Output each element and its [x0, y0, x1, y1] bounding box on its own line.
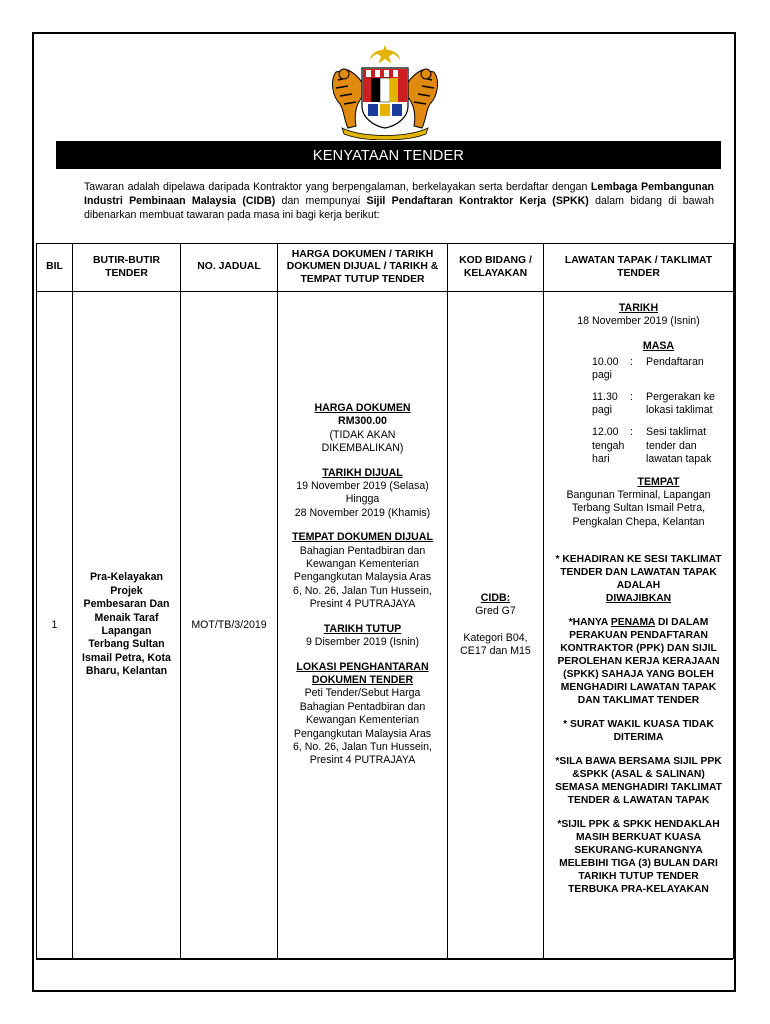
coat-of-arms-emblem — [326, 44, 444, 140]
tutup-date: 9 Disember 2019 (Isnin) — [305, 636, 420, 649]
header-harga: HARGA DOKUMEN / TARIKH DOKUMEN DIJUAL / TARIKH & TEMPAT TUTUP TENDER — [278, 244, 448, 292]
note-kehadiran — [552, 553, 725, 605]
dijual-to: 28 November 2019 (Khamis) — [294, 506, 431, 519]
table-bottom-rule — [36, 959, 733, 960]
butir-text: Pra-Kelayakan Projek Pembesaran Dan Menaik Taraf Lapangan Terbang Sultan Ismail Petra, Kota Bharu, Kelantan — [82, 571, 171, 678]
masa-desc: Sesi taklimat tender dan lawatan tapak — [646, 426, 712, 465]
note-penama-bold: PENAMA — [610, 616, 656, 628]
header-lawatan: LAWATAN TAPAK / TAKLIMAT TENDER — [544, 244, 734, 292]
note-kehadiran-wajib: DIWAJIBKAN — [605, 592, 672, 604]
dijual-from: 19 November 2019 (Selasa) — [296, 480, 429, 493]
lawatan-tempat-text: Bangunan Terminal, Lapangan Terbang Sultan Ismail Petra, Pengkalan Chepa, Kelantan — [566, 489, 711, 528]
cell-kod — [448, 292, 544, 959]
tempat-dijual-title: TEMPAT DOKUMEN DIJUAL — [292, 531, 433, 544]
harga-group — [282, 402, 443, 456]
cell-jadual: MOT/TB/3/2019 — [181, 292, 278, 959]
lawatan-tarikh-title: TARIKH — [618, 302, 659, 314]
header-butir: BUTIR-BUTIR TENDER — [73, 244, 181, 292]
intro-paragraph — [84, 180, 714, 223]
dijual-title: TARIKH DIJUAL — [322, 466, 403, 479]
masa-sep: : — [630, 355, 633, 368]
cidb-gred: Gred G7 — [475, 605, 516, 618]
tempat-dijual-text: Bahagian Pentadbiran dan Kewangan Kementerian Pengangkutan Malaysia Aras 6, No. 26, Jalan Tun Hussein, Presint 4 PUTRAJAYA — [293, 544, 432, 611]
masa-sep: : — [630, 426, 633, 439]
masa-time: 12.00 tengah hari — [592, 426, 625, 465]
note-penama — [552, 616, 725, 707]
cidb-title: CIDB: — [480, 591, 511, 604]
page-title: KENYATAAN TENDER — [56, 141, 721, 169]
table-row — [37, 292, 734, 959]
masa-time: 10.00 pagi — [592, 355, 619, 381]
table-header-row — [37, 244, 734, 292]
masa-time: 11.30 pagi — [592, 391, 618, 417]
lokasi-title: LOKASI PENGHANTARAN DOKUMEN TENDER — [296, 660, 429, 686]
cell-harga — [278, 292, 448, 959]
note-surat-wakil: * SURAT WAKIL KUASA TIDAK DITERIMA — [563, 718, 714, 743]
intro-text-2: dan mempunyai — [275, 195, 367, 208]
note-sijil-berkuat-kuasa: *SIJIL PPK & SPKK HENDAKLAH MASIH BERKUAT KUASA SEKURANG-KURANGNYA MELEBIHI TIGA (3) BULAN DARI TARIKH TUTUP TENDER TERBUKA PRA-KELAYAKAN — [557, 818, 720, 895]
header-jadual: NO. JADUAL — [181, 244, 278, 292]
intro-bold-cidb: Lembaga Pembangunan Industri Pembinaan Malaysia (CIDB) — [84, 181, 714, 208]
note-penama-prefix: *HANYA — [568, 616, 608, 628]
harga-note: (TIDAK AKAN DIKEMBALIKAN) — [321, 428, 404, 455]
harga-title: HARGA DOKUMEN — [314, 402, 411, 414]
cell-bil: 1 — [37, 292, 73, 959]
cell-lawatan — [544, 292, 734, 959]
tender-table — [36, 243, 734, 959]
intro-text-3: dalam bidang di bawah dibenarkan membuat tawaran pada masa ini bagi kerja berikut: — [84, 195, 715, 222]
tutup-title: TARIKH TUTUP — [323, 622, 402, 635]
masa-sep: : — [630, 391, 633, 404]
lawatan-masa-title: MASA — [642, 340, 675, 353]
tempat-dijual-group — [282, 531, 443, 611]
note-kehadiran-text: * KEHADIRAN KE SESI TAKLIMAT TENDER DAN LAWATAN TAPAK ADALAH — [555, 553, 722, 591]
masa-desc: Pendaftaran — [646, 355, 704, 368]
header-bil: BIL — [37, 244, 73, 292]
intro-text-1: Tawaran adalah dipelawa daripada Kontraktor yang berpengalaman, berkelayakan serta berdaftar dengan — [84, 181, 591, 193]
note-penama-text: DI DALAM PERAKUAN PENDAFTARAN KONTRAKTOR (PPK) DAN SIJIL PEROLEHAN KERJA KERAJAAN (SPKK) SAHAJA YANG BOLEH MENGHADIRI LAWATAN TAPAK DAN TAKLIMAT TENDER — [557, 616, 720, 706]
masa-desc: Pergerakan ke lokasi taklimat — [646, 391, 715, 417]
masa-schedule — [592, 356, 725, 466]
lawatan-tempat-title: TEMPAT — [637, 476, 680, 489]
lokasi-group — [282, 661, 443, 768]
harga-amount: RM300.00 — [338, 415, 387, 428]
dijual-hingga: Hingga — [345, 493, 380, 506]
lawatan-tarikh-date: 18 November 2019 (Isnin) — [577, 315, 700, 328]
intro-bold-spkk: Sijil Pendaftaran Kontraktor Kerja (SPKK) — [366, 195, 589, 208]
cidb-kategori: Kategori B04, CE17 dan M15 — [460, 631, 531, 657]
note-bawa-sijil: *SILA BAWA BERSAMA SIJIL PPK &SPKK (ASAL & SALINAN) SEMASA MENGHADIRI TAKLIMAT TENDER & LAWATAN TAPAK — [555, 755, 722, 806]
cell-butir — [73, 292, 181, 959]
header-kod: KOD BIDANG / KELAYAKAN — [448, 244, 544, 292]
tutup-group — [282, 623, 443, 650]
lokasi-text: Peti Tender/Sebut Harga Bahagian Pentadbiran dan Kewangan Kementerian Pengangkutan Malaysia Aras 6, No. 26, Jalan Tun Hussein, Presint 4 PUTRAJAYA — [293, 687, 432, 767]
dijual-group — [282, 467, 443, 521]
